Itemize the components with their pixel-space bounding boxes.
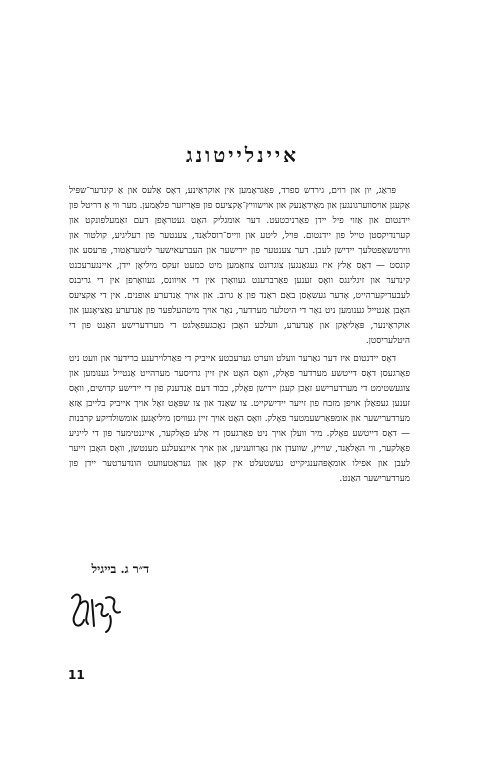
author-name: ד״ר ג. בייגיל [91, 562, 149, 576]
paragraph-1: פּראַג, יון און רוים, גירדש ספרד, פּאַגראָמען אין אוקראַינע, דאָס אַלעס און אַ קינדער־שפּיל אַקעגן אויסווערגונגען און מאַידאַנעק און אוישוויץ־אַקציעס פון פּאַריזער פלאַמען. מער ווי אַ דריטל פון יידנטום און אַזוי פיל יידן פאַרניכטעט. דער אומגליק האָט געטראָפן דעם זאַמעלפונקט און קערנדיקסטן טייל פון יידנטום. פּויל, ליטע און ווייס־רוסלאַנד, צענטער פון רעליגיע, קולטור און ווירטשאַפטלעך יידישן לעבן. דער צענטער פון יידישער און העברעאישער ליטעראַטור, פּרעסע און קונסט — דאָס אַלץ איז געגאַנגען צוגרונט צוזאַמען מיט כמעט זעקס מיליאָן יידן, איינגערעכנט קינדער און זיגלינגס וואָס זענען פאַרברענט געוואָרן אין די אויוונס, געוואָרפן אין די גריבנס לעבעדיקערהייט, אָדער געשאָסן באַם ראַנד פון אַ גרוב. און אויך אַנדערע אופנים. אין די אַקציעס האָבן אַנטייל גענומען ניט נאָר די היטלער מערדער, נאָר אויך מיטהעלפער פון אַנדערע נאַציאָנען און אוקראַינער, פּאָליאַקן און אַנדערע, וועלכע האָבן נאָכגעפאָלגט די מערדערישע האַנט פון די היטלעריסטן. [69, 186, 410, 347]
page-title: איינלייטונג [186, 143, 299, 167]
handwritten-signature-icon [66, 586, 126, 636]
paragraph-2: דאָס יידנטום איז דער גאַרער וועלט ווערט גערעכטע אייביק די פאַרלוירענע ברידער און וועט ניט פאַרגעסן דאָס דייטשע מערדער פאָלק, וואָס האָט אין זיין גרויסער מערהייט אַנטייל גענומען און צוגעשטימט די מערדערישע זאַכן קעגן יידישן פאָלק, כבוד דעם אַנדענק פון די יידישע קדושים, וואָס זענען געפאַלן אויפן מזבח פון זייער יידישקייט. צו שאַנד און צו שפּאָט זאָל אויך אייביק בלייבן אַזאַ מערדערישער און אומפּאַרשעמטער פאָלק. וואָס האָט אויך זיין געוויסן מיליאָנען אומשולדיקע קרבנות — דאָס דייטשע פאָלק. מיר וועלן אויך ניט פאַרגעסן די אַלע פאָלקער, אייגנטימער פון די לייניע פאָלקער, ווי האָלאַנד, שוייץ, שוועדן און נאָרוועגיען, און אויך איינצעלנע מענטשן, וואָס האָבן זייער לעבן און אפילו אומאָפּהענגיקייט געשטעלט אין קאָן און געראַטעוועט הונדערטער יידן פון מערדערישער האַנט. [69, 353, 410, 484]
body-text [69, 184, 410, 487]
page-number: 11 [68, 668, 85, 682]
